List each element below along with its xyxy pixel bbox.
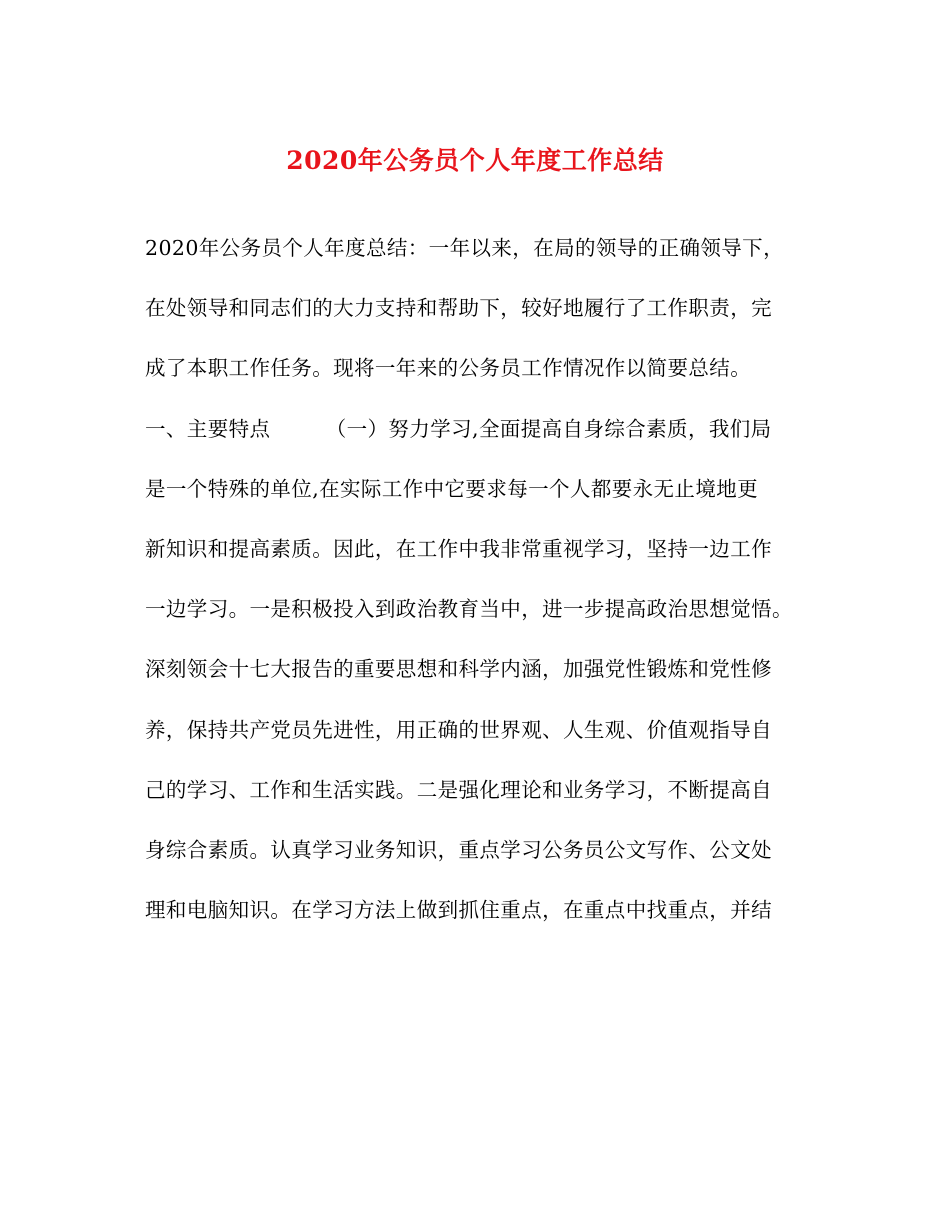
body-line: 身综合素质。认真学习业务知识，重点学习公务员公文写作、公文处 [145, 837, 772, 862]
body-line: 理和电脑知识。在学习方法上做到抓住重点，在重点中找重点，并结 [145, 898, 772, 923]
body-line: 成了本职工作任务。现将一年来的公务员工作情况作以简要总结。 [145, 356, 752, 381]
body-line: 一、主要特点 （一）努力学习,全面提高自身综合素质，我们局 [145, 416, 772, 441]
body-line: 深刻领会十七大报告的重要思想和科学内涵，加强党性锻炼和党性修 [145, 657, 772, 682]
document-title: 2020年公务员个人年度工作总结 [286, 146, 664, 175]
body-line: 是一个特殊的单位,在实际工作中它要求每一个人都要永无止境地更 [145, 476, 759, 501]
body-line: 在处领导和同志们的大力支持和帮助下，较好地履行了工作职责，完 [145, 296, 772, 321]
document-body [145, 226, 825, 948]
body-line: 新知识和提高素质。因此，在工作中我非常重视学习，坚持一边工作 [145, 536, 772, 561]
body-line: 己的学习、工作和生活实践。二是强化理论和业务学习，不断提高自 [145, 777, 772, 802]
body-line: 一边学习。一是积极投入到政治教育当中，进一步提高政治思想觉悟。 [145, 597, 793, 622]
body-line: 养，保持共产党员先进性，用正确的世界观、人生观、价值观指导自 [145, 717, 772, 742]
body-line: 2020年公务员个人年度总结：一年以来，在局的领导的正确领导下， [145, 236, 784, 260]
